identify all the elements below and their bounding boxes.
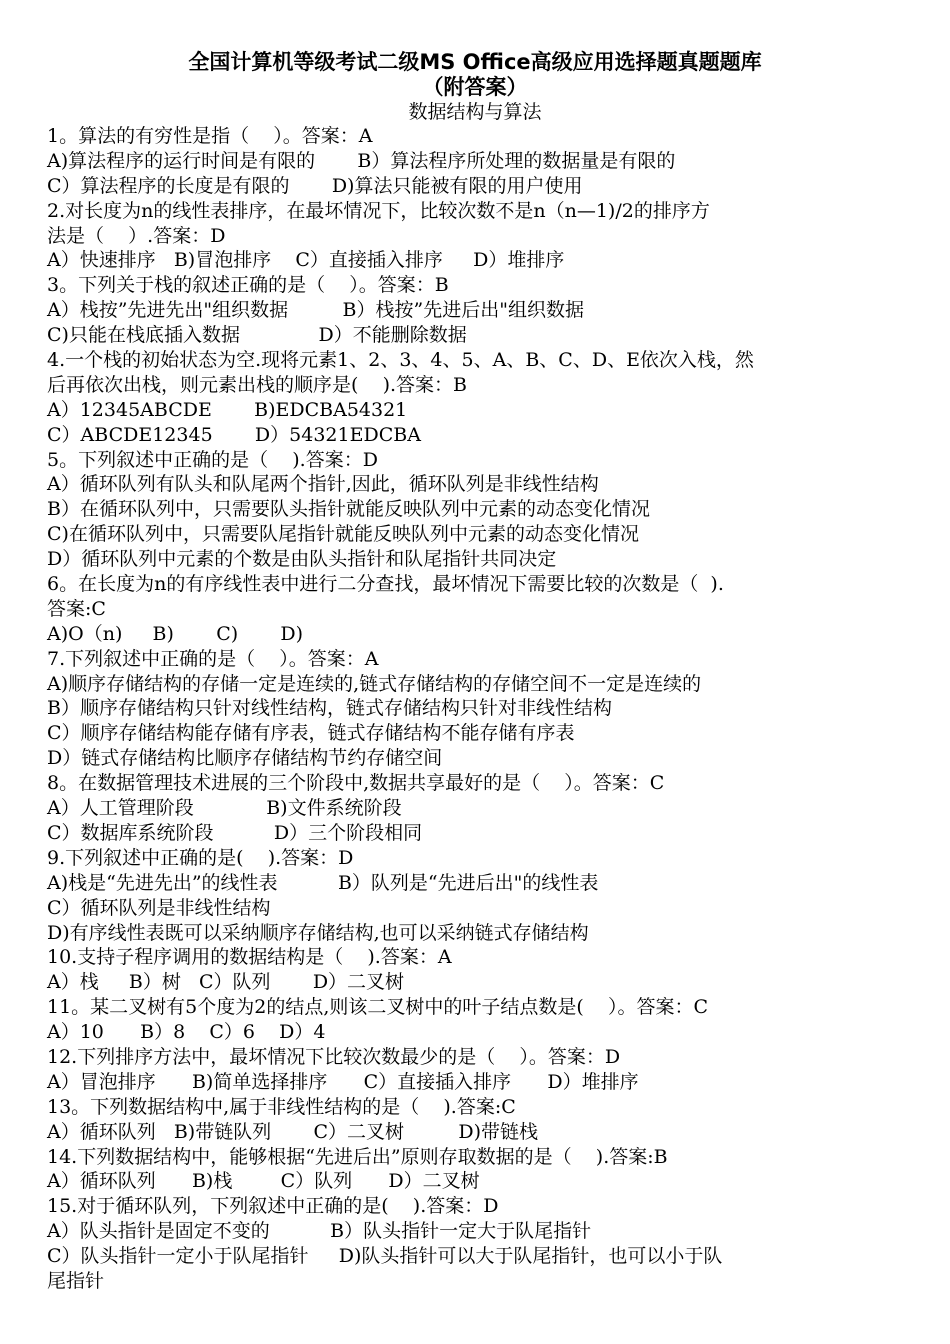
text-line: 12.下列排序方法中，最坏情况下比较次数最少的是（ ）。答案：D xyxy=(47,1045,621,1068)
text-line: B）在循环队列中，只需要队头指针就能反映队列中元素的动态变化情况 xyxy=(47,498,650,521)
text-line: 答案:C xyxy=(47,597,106,620)
section-heading: 数据结构与算法 xyxy=(408,101,542,123)
text-line: 13。下列数据结构中,属于非线性结构的是（ ).答案:C xyxy=(47,1095,516,1118)
text-line: 14.下列数据结构中，能够根据“先进后出”原则存取数据的是（ ).答案:B xyxy=(47,1145,668,1168)
document-title-note: （附答案） xyxy=(422,75,528,99)
text-line: 6。在长度为n的有序线性表中进行二分查找，最坏情况下需要比较的次数是（ ). xyxy=(47,573,724,596)
text-line: D）循环队列中元素的个数是由队头指针和队尾指针共同决定 xyxy=(47,548,557,571)
text-line: 1。算法的有穷性是指（ ）。答案：A xyxy=(47,125,373,147)
text-line: 5。下列叙述中正确的是（ ).答案：D xyxy=(47,448,378,471)
text-line: A）人工管理阶段 B)文件系统阶段 xyxy=(47,797,402,820)
text-line: A）栈按”先进先出"组织数据 B）栈按”先进后出"组织数据 xyxy=(47,299,584,322)
text-line: C)只能在栈底插入数据 D）不能删除数据 xyxy=(47,324,467,347)
text-line: C)在循环队列中，只需要队尾指针就能反映队列中元素的动态变化情况 xyxy=(47,523,639,546)
text-line: A)顺序存储结构的存储一定是连续的,链式存储结构的存储空间不一定是连续的 xyxy=(47,672,702,695)
text-line: B）顺序存储结构只针对线性结构，链式存储结构只针对非线性结构 xyxy=(47,697,612,720)
document-title: 全国计算机等级考试二级MS Office高级应用选择题真题题库 xyxy=(188,50,762,74)
text-line: A）10 B）8 C）6 D）4 xyxy=(47,1021,326,1044)
text-line: 11。某二叉树有5个度为2的结点,则该二叉树中的叶子结点数是( ）。答案：C xyxy=(47,996,709,1019)
text-line: 2.对长度为n的线性表排序，在最坏情况下，比较次数不是n（n—1)/2的排序方 xyxy=(47,199,710,222)
text-line: 8。在数据管理技术进展的三个阶段中,数据共享最好的是（ ）。答案：C xyxy=(47,772,665,795)
text-line: 3。下列关于栈的叙述正确的是（ ）。答案：B xyxy=(47,274,449,297)
text-line: A）冒泡排序 B)简单选择排序 C）直接插入排序 D）堆排序 xyxy=(47,1070,639,1093)
text-line: A)栈是“先进先出”的线性表 B）队列是“先进后出"的线性表 xyxy=(47,871,599,894)
text-line: 9.下列叙述中正确的是( ).答案：D xyxy=(47,846,354,869)
text-line: C）顺序存储结构能存储有序表，链式存储结构不能存储有序表 xyxy=(47,722,575,745)
text-line: 10.支持子程序调用的数据结构是（ ).答案：A xyxy=(47,946,452,969)
text-line: C）ABCDE12345 D）54321EDCBA xyxy=(47,423,421,446)
text-line: A）循环队列 B)栈 C）队列 D）二叉树 xyxy=(47,1170,480,1193)
text-line: 法是（ ）.答案：D xyxy=(47,224,226,247)
text-line: C）循环队列是非线性结构 xyxy=(47,896,271,919)
text-line: A）12345ABCDE B)EDCBA54321 xyxy=(47,398,408,421)
text-line: 7.下列叙述中正确的是（ ）。答案：A xyxy=(47,647,379,670)
text-line: C）数据库系统阶段 D）三个阶段相同 xyxy=(47,821,423,844)
text-line: D）链式存储结构比顺序存储结构节约存储空间 xyxy=(47,747,443,770)
text-line: D)有序线性表既可以采纳顺序存储结构,也可以采纳链式存储结构 xyxy=(47,921,589,944)
text-line: 4.一个栈的初始状态为空.现将元素1、2、3、4、5、A、B、C、D、E依次入栈，然 xyxy=(47,349,754,372)
text-line: A）队头指针是固定不变的 B）队头指针一定大于队尾指针 xyxy=(47,1220,592,1243)
question-list xyxy=(47,124,915,1294)
text-line: C）队头指针一定小于队尾指针 D)队头指针可以大于队尾指针，也可以小于队 xyxy=(47,1245,723,1268)
text-line: A)O（n) B) C) D) xyxy=(47,622,304,645)
text-line: A）栈 B）树 C）队列 D）二叉树 xyxy=(47,971,405,994)
text-line: A）快速排序 B)冒泡排序 C）直接插入排序 D）堆排序 xyxy=(47,249,565,272)
text-line: 15.对于循环队列，下列叙述中正确的是( ).答案：D xyxy=(47,1195,499,1218)
text-line: C）算法程序的长度是有限的 D)算法只能被有限的用户使用 xyxy=(47,174,583,197)
text-line: 后再依次出栈，则元素出栈的顺序是( ).答案：B xyxy=(47,373,467,396)
text-line: A)算法程序的运行时间是有限的 B）算法程序所处理的数据量是有限的 xyxy=(47,149,676,172)
text-line: A）循环队列有队头和队尾两个指针,因此，循环队列是非线性结构 xyxy=(47,473,599,496)
text-line: A）循环队列 B)带链队列 C）二叉树 D)带链栈 xyxy=(47,1120,539,1143)
text-line: 尾指针 xyxy=(47,1269,105,1292)
